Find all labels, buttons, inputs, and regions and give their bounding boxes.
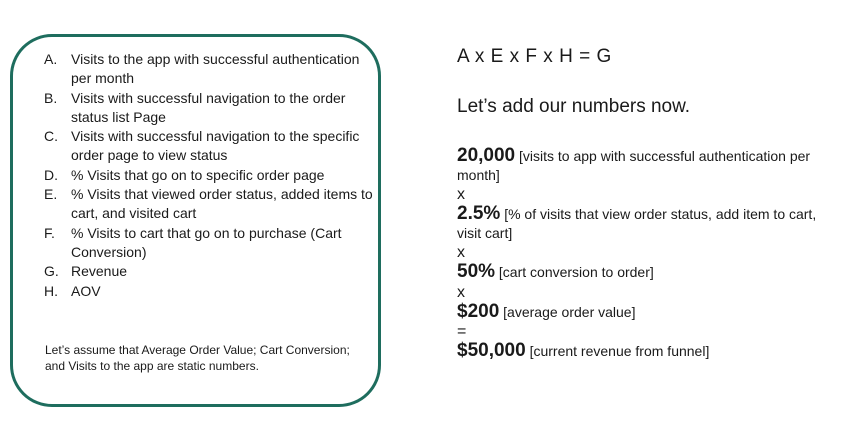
calc-description: [average order value] xyxy=(503,303,636,320)
definition-letter: E. xyxy=(44,186,58,203)
calc-description: [current revenue from funnel] xyxy=(529,343,710,359)
definition-letter: G. xyxy=(44,263,59,280)
definition-item xyxy=(44,185,374,224)
calc-value: 2.5% xyxy=(457,203,501,224)
definitions-list xyxy=(44,50,374,301)
calc-operator: x xyxy=(457,186,465,203)
calc-description: [% of visits that view order status, add item to cart, visit cart] xyxy=(457,206,817,241)
definition-text: AOV xyxy=(71,282,101,299)
calc-operator: x xyxy=(457,244,465,261)
definition-text: Visits with successful navigation to the specific order page to view status xyxy=(71,128,360,164)
calc-step xyxy=(457,342,837,361)
definition-text: % Visits that viewed order status, added items to cart, and visited cart xyxy=(71,186,373,222)
definition-letter: C. xyxy=(44,128,58,145)
calc-step xyxy=(457,205,837,242)
definition-letter: F. xyxy=(44,224,55,241)
definition-text: Visits to the app with successful authentication per month xyxy=(71,51,360,87)
definition-item xyxy=(44,50,374,89)
calc-step xyxy=(457,300,837,322)
definition-item xyxy=(44,127,374,166)
calc-value: 20,000 xyxy=(457,145,516,166)
definition-item xyxy=(44,166,374,185)
definition-text: Revenue xyxy=(71,263,128,280)
calc-description: [visits to app with successful authentication per month] xyxy=(457,148,811,183)
definition-letter: B. xyxy=(44,89,58,106)
definition-item xyxy=(44,262,374,281)
formula: A x E x F x H = G xyxy=(457,46,612,67)
definition-letter: D. xyxy=(44,166,58,183)
assumption-note: Let’s assume that Average Order Value; Cart Conversion; and Visits to the app are static numbers. xyxy=(45,343,350,373)
definition-text: % Visits that go on to specific order page xyxy=(71,166,325,183)
definition-text: % Visits to cart that go on to purchase (Cart Conversion) xyxy=(71,224,342,260)
calculation-steps xyxy=(457,147,837,362)
calc-value: $50,000 xyxy=(457,340,526,361)
definition-letter: A. xyxy=(44,51,58,67)
definition-text: Visits with successful navigation to the order status list Page xyxy=(71,89,346,125)
definition-item xyxy=(44,224,374,263)
calc-value: 50% xyxy=(457,261,496,282)
definition-item xyxy=(44,89,374,128)
calc-operator: x xyxy=(457,283,465,301)
calc-operator: = xyxy=(457,323,467,340)
subheading: Let’s add our numbers now. xyxy=(457,96,691,117)
definition-letter: H. xyxy=(44,282,58,299)
calc-description: [cart conversion to order] xyxy=(498,264,654,280)
calc-value: $200 xyxy=(457,300,500,322)
definition-item xyxy=(44,282,374,301)
calc-step xyxy=(457,263,837,282)
calc-step xyxy=(457,147,837,184)
